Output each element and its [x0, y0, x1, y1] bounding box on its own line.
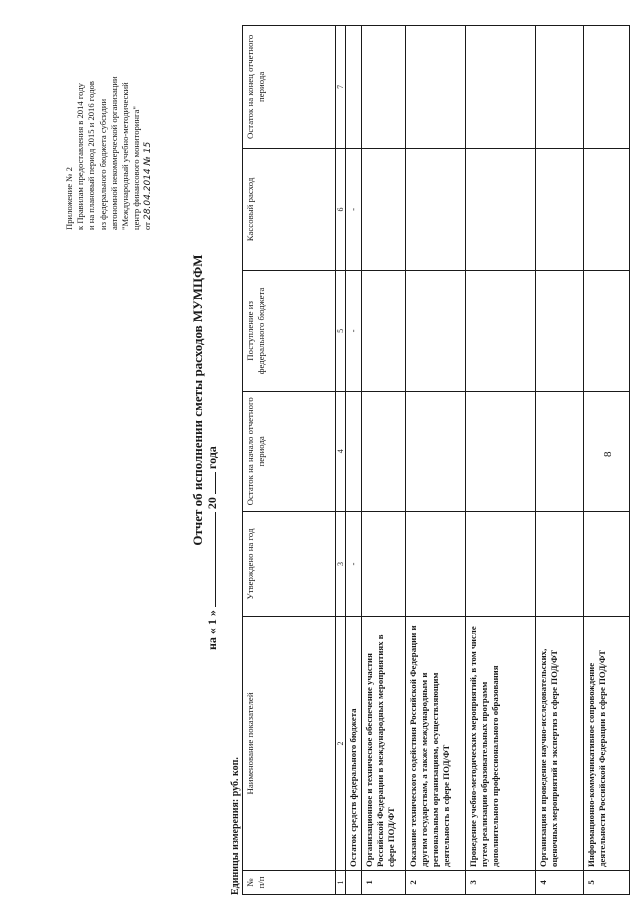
table-row [362, 26, 406, 895]
table-row [346, 26, 362, 895]
column-number: 2 [336, 617, 346, 871]
appendix-line: к Правилам предоставления в 2014 году [75, 83, 86, 230]
row-number: 5 [584, 870, 630, 894]
appendix-line: центр финансового мониторинга" [131, 106, 142, 230]
handwritten-date: 28.04.2014 № 15 [143, 141, 154, 220]
page-number: 8 [602, 451, 614, 457]
row-value [406, 148, 466, 271]
row-value: - [346, 511, 362, 616]
appendix-line: из федерального бюджета субсидии [97, 98, 108, 230]
row-value [346, 391, 362, 511]
date-on: на « [205, 628, 219, 650]
row-value: - [346, 148, 362, 271]
row-value [362, 511, 406, 616]
row-value [536, 148, 584, 271]
appendix-line: Приложение № 2 [64, 167, 74, 230]
date-day: 1 [205, 619, 219, 626]
row-name: Оказание технического содействия Российской Федерации и другим государствам, а также международным и региональным организациям, осуществляющим деятельность в сфере ПОД/ФТ [406, 617, 466, 871]
row-value [584, 148, 630, 271]
row-value [362, 26, 406, 149]
row-value [362, 271, 406, 391]
appendix-line: и на плановый период 2015 и 2016 годов [86, 81, 97, 230]
row-value [466, 511, 536, 616]
header-cell: Остаток на начало отчетного периода [243, 391, 336, 511]
row-value [584, 511, 630, 616]
appendix-line: "Международный учебно-методический [120, 82, 131, 230]
header-cell: Поступление из федерального бюджета [243, 271, 336, 391]
table-row [584, 26, 630, 895]
year-suffix: года [205, 446, 219, 470]
row-value [536, 391, 584, 511]
column-number: 1 [336, 870, 346, 894]
column-number: 3 [336, 511, 346, 616]
month-blank [215, 512, 216, 607]
row-value [406, 26, 466, 149]
row-value [584, 391, 630, 511]
table-row [466, 26, 536, 895]
report-table [242, 25, 630, 895]
year-blank [215, 472, 216, 494]
row-value [584, 271, 630, 391]
row-value [466, 148, 536, 271]
row-number [346, 870, 362, 894]
appendix-line: автономной некоммерческой организации [108, 76, 119, 230]
table-row [406, 26, 466, 895]
row-value [466, 391, 536, 511]
row-number: 1 [362, 870, 406, 894]
row-number: 2 [406, 870, 466, 894]
row-value [466, 271, 536, 391]
table-row [536, 26, 584, 895]
column-number: 6 [336, 148, 346, 271]
row-value [536, 271, 584, 391]
header-cell: Кассовый расход [243, 148, 336, 271]
appendix-date [142, 10, 154, 230]
row-value [406, 391, 466, 511]
row-value [406, 271, 466, 391]
row-value: - [346, 271, 362, 391]
column-number: 4 [336, 391, 346, 511]
table-header-row [243, 26, 336, 895]
row-value [466, 26, 536, 149]
appendix-note [64, 10, 155, 230]
date-close: » [205, 610, 219, 617]
row-name: Проведение учебно-методических мероприятий, в том числе путем реализации образовательных программ дополнительного профессионального образования [466, 617, 536, 871]
row-number: 4 [536, 870, 584, 894]
header-cell: Остаток на конец отчетного периода [243, 26, 336, 149]
appendix-date-prefix: от [142, 222, 153, 230]
header-cell: Утверждено на год [243, 511, 336, 616]
header-cell: № п/п [243, 870, 336, 894]
year-prefix: 20 [205, 497, 219, 510]
row-value [362, 391, 406, 511]
row-value [536, 26, 584, 149]
row-value [406, 511, 466, 616]
row-name: Организация и проведение научно-исследовательских, оценочных мероприятий и экспертиз в сфере ПОД/ФТ [536, 617, 584, 871]
row-name: Остаток средств федерального бюджета [346, 617, 362, 871]
header-cell: Наименование показателей [243, 617, 336, 871]
row-name: Информационно-коммуникативное сопровождение деятельности Российской Федерации в сфере ПОД/ФТ [584, 617, 630, 871]
column-number-row [336, 26, 346, 895]
row-name: Организационное и техническое обеспечение участия Российской Федерации в международных мероприятиях в сфере ПОД/ФТ [362, 617, 406, 871]
column-number: 7 [336, 26, 346, 149]
report-title: Отчет об исполнении сметы расходов МУМЦФМ [190, 254, 205, 546]
row-value [584, 26, 630, 149]
row-value [362, 148, 406, 271]
row-value [346, 26, 362, 149]
report-date-line [205, 150, 220, 650]
column-number: 5 [336, 271, 346, 391]
row-number: 3 [466, 870, 536, 894]
units-label: Единицы измерения: руб. коп. [230, 757, 241, 895]
row-value [536, 511, 584, 616]
